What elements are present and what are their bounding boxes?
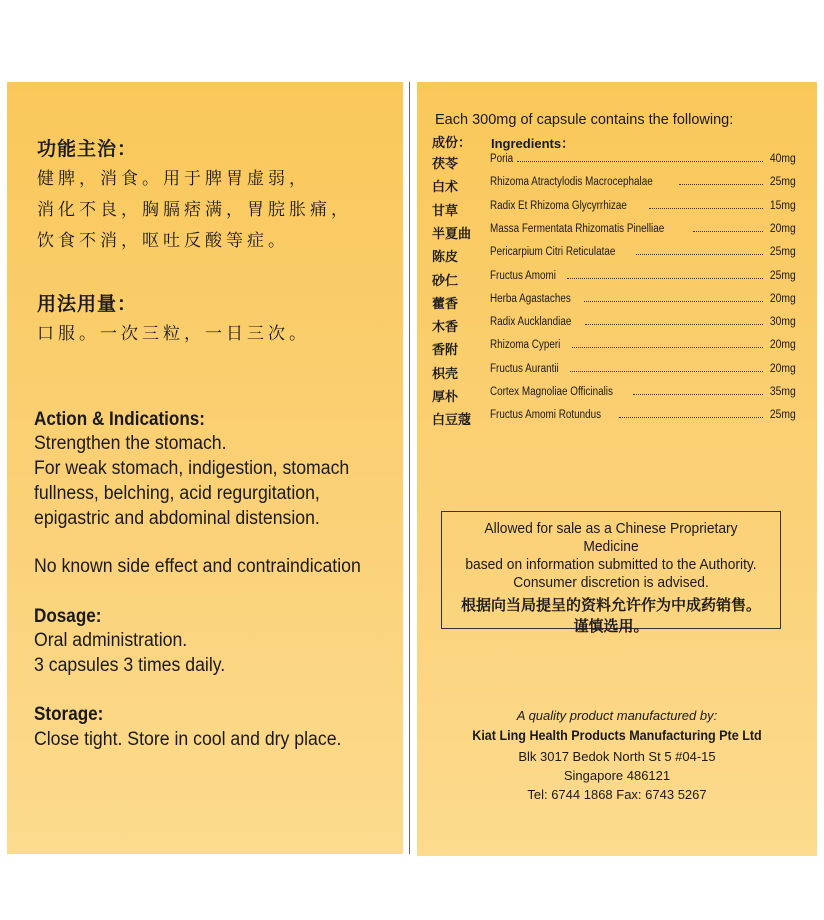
ingredient-cn-name: 白豆蔻 <box>432 413 472 429</box>
ingredient-row <box>432 293 796 313</box>
manufacturer-name: Kiat Ling Health Products Manufacturing Pte Ltd <box>472 728 762 743</box>
ingredient-latin-name: Poria <box>490 153 514 165</box>
ingredient-leader <box>490 293 796 305</box>
side-effect-note: No known side effect and contraindication <box>34 556 361 577</box>
dotted-leader <box>585 324 764 325</box>
ingredient-amount: 30mg <box>770 316 796 329</box>
ingredient-amount: 25mg <box>770 176 796 189</box>
ingredient-cn-name: 半夏曲 <box>432 226 472 242</box>
ingredient-amount: 25mg <box>770 409 796 422</box>
cn-ingredients-label: 成份： <box>432 136 472 151</box>
ingredient-latin-name: Radix Aucklandiae <box>490 316 572 329</box>
storage-heading: Storage: <box>34 704 104 725</box>
ingredient-cn-name: 陈皮 <box>432 250 459 266</box>
ingredients-header: Each 300mg of capsule contains the following: <box>435 112 734 128</box>
ingredient-amount: 20mg <box>770 339 796 352</box>
dosage-heading: Dosage: <box>34 606 102 627</box>
ingredient-cn-name: 甘草 <box>432 203 459 219</box>
ingredient-row <box>432 176 796 196</box>
ingredient-leader <box>490 200 796 212</box>
ingredient-amount: 35mg <box>770 386 796 398</box>
dotted-leader <box>679 184 763 185</box>
ingredient-latin-name: Massa Fermentata Rhizomatis Pinelliae <box>490 222 665 235</box>
ingredient-cn-name: 茯苓 <box>432 157 459 172</box>
ingredient-latin-name: Fructus Amomi <box>490 269 556 282</box>
manufacturer-city: Singapore 486121 <box>563 768 671 783</box>
ingredient-amount: 15mg <box>770 199 796 212</box>
ingredient-leader <box>490 363 796 375</box>
ingredient-latin-name: Fructus Aurantii <box>490 362 559 375</box>
ingredient-leader <box>490 339 796 351</box>
ingredient-row <box>432 223 796 243</box>
action-line: For weak stomach, indigestion, stomach <box>34 458 350 479</box>
ingredient-leader <box>490 176 796 188</box>
cn-usage-heading: 用法用量： <box>37 293 138 315</box>
ingredient-row <box>432 386 796 406</box>
ingredient-latin-name: Radix Et Rhizoma Glycyrrhizae <box>490 199 627 212</box>
ingredient-latin-name: Herba Agastaches <box>490 292 571 305</box>
ingredient-cn-name: 枳壳 <box>432 366 459 382</box>
ingredient-cn-name: 砂仁 <box>432 273 459 289</box>
dotted-leader <box>636 254 764 255</box>
cn-function-line: 消化不良，胸膈痞满，胃脘胀痛， <box>37 200 352 220</box>
regulatory-notice-box <box>441 511 781 635</box>
cn-function-heading: 功能主治： <box>37 138 138 160</box>
left-label-panel <box>7 82 403 854</box>
ingredient-cn-name: 白术 <box>432 180 459 196</box>
ingredient-cn-name: 藿香 <box>432 296 459 312</box>
dotted-leader <box>567 278 764 279</box>
ingredient-leader <box>490 270 796 282</box>
ingredient-amount: 40mg <box>770 153 796 165</box>
en-ingredients-label: Ingredients： <box>491 136 575 151</box>
dotted-leader <box>570 371 763 372</box>
ingredient-row <box>432 200 796 220</box>
notice-en-line: based on information submitted to the Authority. <box>465 556 757 573</box>
right-label-panel <box>417 82 817 856</box>
ingredient-leader <box>490 246 796 258</box>
ingredient-leader <box>490 316 796 328</box>
action-indications-heading: Action & Indications: <box>34 409 205 430</box>
ingredient-cn-name: 香附 <box>432 343 459 359</box>
action-line: Strengthen the stomach. <box>34 433 227 454</box>
ingredient-row <box>432 153 796 173</box>
notice-en-line: Allowed for sale as a Chinese Proprietary Medicine <box>484 520 738 555</box>
ingredient-amount: 25mg <box>770 269 796 282</box>
manufacturer-address: Blk 3017 Bedok North St 5 #04-15 <box>518 749 716 764</box>
manufacturer-tagline: A quality product manufactured by: <box>516 708 718 723</box>
ingredient-latin-name: Pericarpium Citri Reticulatae <box>490 246 616 259</box>
ingredient-amount: 20mg <box>770 292 796 305</box>
ingredient-row <box>432 246 796 266</box>
dotted-leader <box>584 301 763 302</box>
storage-line: Close tight. Store in cool and dry place. <box>34 729 342 750</box>
cn-function-line: 健脾，消食。用于脾胃虚弱， <box>37 169 310 189</box>
dosage-line: Oral administration. <box>34 630 188 651</box>
dotted-leader <box>572 347 763 348</box>
action-line: epigastric and abdominal distension. <box>34 508 320 529</box>
ingredient-latin-name: Fructus Amomi Rotundus <box>490 409 602 422</box>
ingredient-row <box>432 409 796 429</box>
ingredient-latin-name: Rhizoma Atractylodis Macrocephalae <box>490 176 653 189</box>
manufacturer-contact: Tel: 6744 1868 Fax: 6743 5267 <box>527 787 707 802</box>
panel-divider <box>409 82 410 854</box>
ingredient-leader <box>490 223 796 235</box>
cn-function-line: 饮食不消，呕吐反酸等症。 <box>37 231 289 251</box>
dosage-line: 3 capsules 3 times daily. <box>34 655 226 676</box>
ingredient-cn-name: 木香 <box>432 320 459 336</box>
dotted-leader <box>693 231 764 232</box>
ingredient-leader <box>490 386 796 398</box>
notice-cn-line: 根据向当局提呈的资料允许作为中成药销售。 <box>460 596 761 614</box>
ingredient-amount: 25mg <box>770 246 796 259</box>
ingredient-row <box>432 339 796 359</box>
dotted-leader <box>649 208 763 209</box>
notice-cn-line: 谨慎选用。 <box>573 617 649 635</box>
dotted-leader <box>633 394 763 395</box>
ingredient-leader <box>490 409 796 421</box>
dotted-leader <box>619 417 763 418</box>
dotted-leader <box>517 161 763 162</box>
ingredient-latin-name: Rhizoma Cyperi <box>490 339 561 352</box>
ingredient-row <box>432 270 796 290</box>
cn-usage-line: 口服。一次三粒，一日三次。 <box>37 324 310 344</box>
ingredient-amount: 20mg <box>770 222 796 235</box>
ingredient-latin-name: Cortex Magnoliae Officinalis <box>490 386 613 398</box>
action-line: fullness, belching, acid regurgitation, <box>34 483 320 504</box>
notice-en-line: Consumer discretion is advised. <box>513 574 709 591</box>
ingredient-row <box>432 316 796 336</box>
ingredient-amount: 20mg <box>770 362 796 375</box>
ingredient-leader <box>490 153 796 165</box>
ingredient-cn-name: 厚朴 <box>432 390 459 405</box>
ingredient-row <box>432 363 796 383</box>
